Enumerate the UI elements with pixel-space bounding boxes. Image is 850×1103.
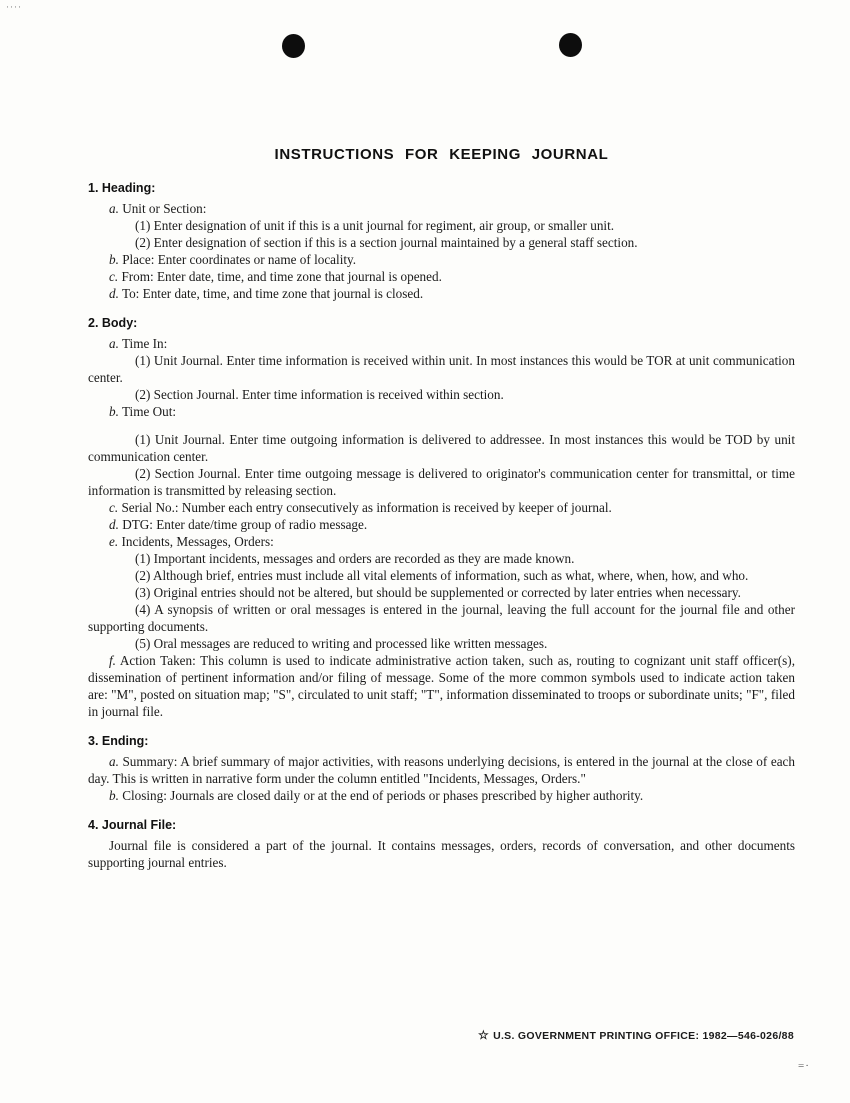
registration-dot-right: [559, 33, 582, 57]
item-letter: d.: [109, 517, 119, 532]
paragraph-text: DTG: Enter date/time group of radio message.: [122, 517, 368, 532]
section-heading: 1. Heading:: [88, 181, 156, 195]
paragraph-text: Incidents, Messages, Orders:: [121, 534, 274, 549]
paragraph-text: (2) Section Journal. Enter time information is received within section.: [135, 387, 504, 402]
paragraph-text: Closing: Journals are closed daily or at the end of periods or phases prescribed by higher authority.: [122, 788, 644, 803]
printing-office-note: [478, 1028, 794, 1042]
item-letter: a.: [109, 754, 119, 769]
paragraph: [88, 837, 795, 871]
paragraph-text: Journal file is considered a part of the journal. It contains messages, orders, records of conversation, and other documents supporting journal entries.: [88, 838, 795, 870]
paragraph-text: (1) Important incidents, messages and orders are recorded as they are made known.: [135, 551, 575, 566]
section-heading: 4. Journal File:: [88, 818, 177, 832]
paragraph: [88, 285, 795, 302]
paragraph: [88, 550, 795, 567]
paragraph-text: Summary: A brief summary of major activities, with reasons underlying decisions, is entered in the journal at the close of each day. This is written in narrative form under the column entitled "Incidents, Messages, Orders.": [88, 754, 795, 786]
item-letter: b.: [109, 252, 119, 267]
paragraph-text: (2) Section Journal. Enter time outgoing message is delivered to originator's communication center for transmittal, or time information is transmitted by releasing section.: [88, 466, 795, 498]
item-letter: b.: [109, 404, 119, 419]
paragraph: [88, 567, 795, 584]
paragraph: [88, 601, 795, 635]
paragraph: [88, 652, 795, 720]
item-letter: b.: [109, 788, 119, 803]
item-letter: a.: [109, 201, 119, 216]
section-heading: 3. Ending:: [88, 734, 149, 748]
journal-section: [88, 181, 795, 302]
paragraph-text: From: Enter date, time, and time zone that journal is opened.: [121, 269, 442, 284]
paragraph: [88, 533, 795, 550]
paragraph: [88, 251, 795, 268]
paragraph: [88, 516, 795, 533]
paragraph-text: (5) Oral messages are reduced to writing and processed like written messages.: [135, 636, 548, 651]
paragraph: [88, 352, 795, 386]
paragraph: [88, 386, 795, 403]
item-letter: c.: [109, 269, 119, 284]
section-heading: 2. Body:: [88, 316, 138, 330]
registration-dot-left: [282, 34, 305, 58]
paragraph: [88, 465, 795, 499]
paragraph: [88, 268, 795, 285]
paragraph-text: (2) Although brief, entries must include all vital elements of information, such as what, where, when, how, and who.: [135, 568, 749, 583]
journal-section: [88, 734, 795, 804]
paragraph-text: Place: Enter coordinates or name of locality.: [122, 252, 357, 267]
paragraph-text: (1) Unit Journal. Enter time information is received within unit. In most instances this would be TOR at unit communication center.: [88, 353, 795, 385]
paragraph-text: Action Taken: This column is used to indicate administrative action taken, such as, routing to cognizant unit staff officer(s), dissemination of pertinent information and/or filing of message. Some of the more common symbols used to indicate action taken are: "M", posted on situation map; "S", circulated to unit staff; "T", information disseminated to troops or subordinate units; "F", filed in journal file.: [88, 653, 795, 719]
page-title: INSTRUCTIONS FOR KEEPING JOURNAL: [274, 146, 609, 163]
paragraph-text: (1) Enter designation of unit if this is a unit journal for regiment, air group, or smaller unit.: [135, 218, 615, 233]
item-letter: a.: [109, 336, 119, 351]
item-letter: e.: [109, 534, 119, 549]
journal-section: [88, 818, 795, 871]
paragraph: [88, 635, 795, 652]
paragraph: [88, 753, 795, 787]
paragraph-text: Time In:: [121, 336, 168, 351]
star-icon: ☆: [478, 1028, 490, 1042]
paragraph: [88, 403, 795, 420]
item-letter: c.: [109, 500, 119, 515]
paragraph: [88, 335, 795, 352]
paragraph-text: Unit or Section:: [122, 201, 207, 216]
paragraph: [88, 584, 795, 601]
paragraph-text: (1) Unit Journal. Enter time outgoing information is delivered to addressee. In most instances this would be TOD by unit communication center.: [88, 432, 795, 464]
paragraph-text: (3) Original entries should not be altered, but should be supplemented or corrected by later entries when necessary.: [135, 585, 741, 600]
paragraph-text: To: Enter date, time, and time zone that journal is closed.: [121, 286, 424, 301]
paragraph: [88, 499, 795, 516]
paragraph: [88, 234, 795, 251]
paragraph: [88, 787, 795, 804]
document-body: [88, 146, 795, 871]
paragraph-text: (2) Enter designation of section if this is a section journal maintained by a general staff section.: [135, 235, 638, 250]
paragraph-text: Time Out:: [121, 404, 177, 419]
journal-section: [88, 316, 795, 720]
paragraph-text: Serial No.: Number each entry consecutively as information is received by keeper of journal.: [121, 500, 612, 515]
paragraph: [88, 200, 795, 217]
item-letter: f.: [109, 653, 116, 668]
paragraph: [88, 217, 795, 234]
scan-artifact: ····: [6, 2, 22, 12]
paragraph: [88, 431, 795, 465]
printing-office-text: U.S. GOVERNMENT PRINTING OFFICE: 1982—546-026/88: [493, 1030, 794, 1042]
scan-artifact: =·: [798, 1060, 810, 1072]
paragraph-text: (4) A synopsis of written or oral messages is entered in the journal, leaving the full account for the journal file and other supporting documents.: [88, 602, 795, 634]
item-letter: d.: [109, 286, 119, 301]
